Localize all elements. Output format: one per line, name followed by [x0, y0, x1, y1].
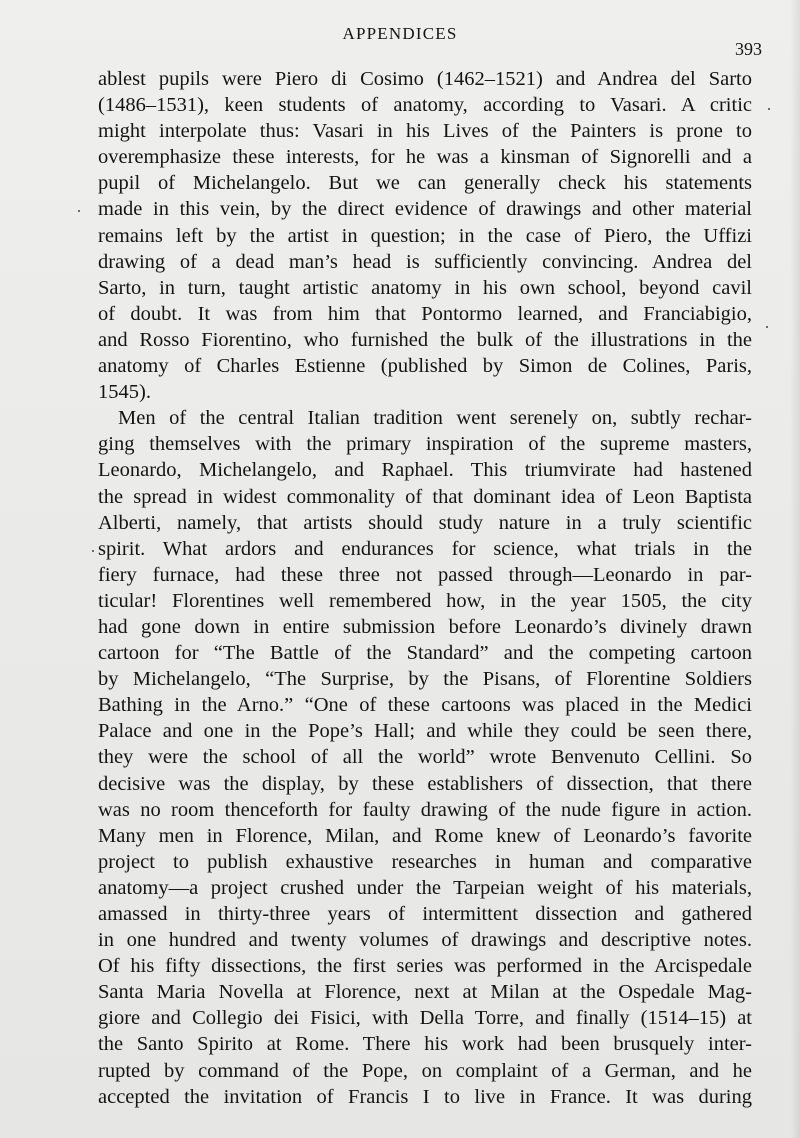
text-line: Men of the central Italian tradition went serenely on, subtly rechar-	[118, 407, 752, 430]
page-number: 393	[735, 39, 762, 59]
text-line: amassed in thirty-three years of intermittent dissection and gathered	[98, 903, 752, 925]
text-line: ablest pupils were Piero di Cosimo (1462–1521) and Andrea del Sarto	[98, 68, 752, 90]
text-line: Many men in Florence, Milan, and Rome knew of Leonardo’s favorite	[98, 824, 752, 847]
text-line: and Rosso Fiorentino, who furnished the bulk of the illustrations in the	[98, 328, 752, 351]
text-line: of doubt. It was from him that Pontormo learned, and Franciabigio,	[98, 302, 752, 325]
text-line: remains left by the artist in question; in the case of Piero, the Uffizi	[98, 224, 752, 247]
text-line: overemphasize these interests, for he was a kinsman of Signorelli and a	[98, 146, 752, 169]
text-line: had gone down in entire submission before Leonardo’s divinely drawn	[98, 615, 752, 638]
body-text	[98, 66, 752, 1110]
text-line: cartoon for “The Battle of the Standard” and the competing cartoon	[98, 642, 752, 665]
text-line: made in this vein, by the direct evidence of drawings and other material	[98, 198, 752, 221]
text-line: Santa Maria Novella at Florence, next at Milan at the Ospedale Mag-	[98, 981, 752, 1004]
text-line: giore and Collegio dei Fisici, with Della Torre, and finally (1514–15) at	[98, 1007, 752, 1030]
text-line: Alberti, namely, that artists should study nature in a truly scientific	[98, 511, 752, 534]
paper-speck	[766, 326, 768, 328]
text-line: they were the school of all the world” wrote Benvenuto Cellini. So	[98, 746, 752, 769]
text-line: Sarto, in turn, taught artistic anatomy in his own school, beyond cavil	[98, 276, 752, 299]
text-line: spirit. What ardors and endurances for science, what trials in the	[98, 537, 752, 560]
text-line: (1486–1531), keen students of anatomy, according to Vasari. A critic	[98, 94, 752, 117]
text-line: decisive was the display, by these establishers of dissection, that there	[98, 772, 752, 795]
text-line: fiery furnace, had these three not passed through—Leonardo in par-	[98, 563, 752, 586]
text-line: anatomy—a project crushed under the Tarpeian weight of his materials,	[98, 876, 752, 899]
page-edge-shadow	[790, 0, 800, 1138]
text-line: Leonardo, Michelangelo, and Raphael. This triumvirate had hastened	[98, 459, 752, 482]
text-line: the spread in widest commonality of that dominant idea of Leon Baptista	[98, 485, 752, 508]
text-line: by Michelangelo, “The Surprise, by the Pisans, of Florentine Soldiers	[98, 668, 752, 691]
paper-speck	[78, 210, 80, 212]
text-line: Of his fifty dissections, the first series was performed in the Arcispedale	[98, 955, 752, 978]
text-line: 1545).	[98, 381, 151, 404]
paper-speck	[92, 550, 94, 552]
paper-speck	[768, 108, 770, 110]
text-line: the Santo Spirito at Rome. There his work had been brusquely inter-	[98, 1033, 752, 1056]
text-line: ging themselves with the primary inspiration of the supreme masters,	[98, 433, 752, 456]
text-line: in one hundred and twenty volumes of drawings and descriptive notes.	[98, 929, 752, 952]
text-line: was no room thenceforth for faulty drawing of the nude figure in action.	[98, 798, 752, 821]
text-line: Bathing in the Arno.” “One of these cartoons was placed in the Medici	[98, 694, 752, 717]
text-line: anatomy of Charles Estienne (published by Simon de Colines, Paris,	[98, 355, 752, 378]
text-line: accepted the invitation of Francis I to live in France. It was during	[98, 1085, 752, 1108]
running-head: APPENDICES	[342, 24, 458, 43]
text-line: ticular! Florentines well remembered how, in the year 1505, the city	[98, 589, 752, 612]
text-line: rupted by command of the Pope, on complaint of a German, and he	[98, 1059, 752, 1082]
text-line: Palace and one in the Pope’s Hall; and while they could be seen there,	[98, 720, 752, 743]
text-line: might interpolate thus: Vasari in his Lives of the Painters is prone to	[98, 120, 752, 143]
text-line: pupil of Michelangelo. But we can generally check his statements	[98, 172, 752, 195]
text-line: project to publish exhaustive researches in human and comparative	[98, 850, 752, 873]
text-line: drawing of a dead man’s head is sufficiently convincing. Andrea del	[98, 250, 752, 273]
